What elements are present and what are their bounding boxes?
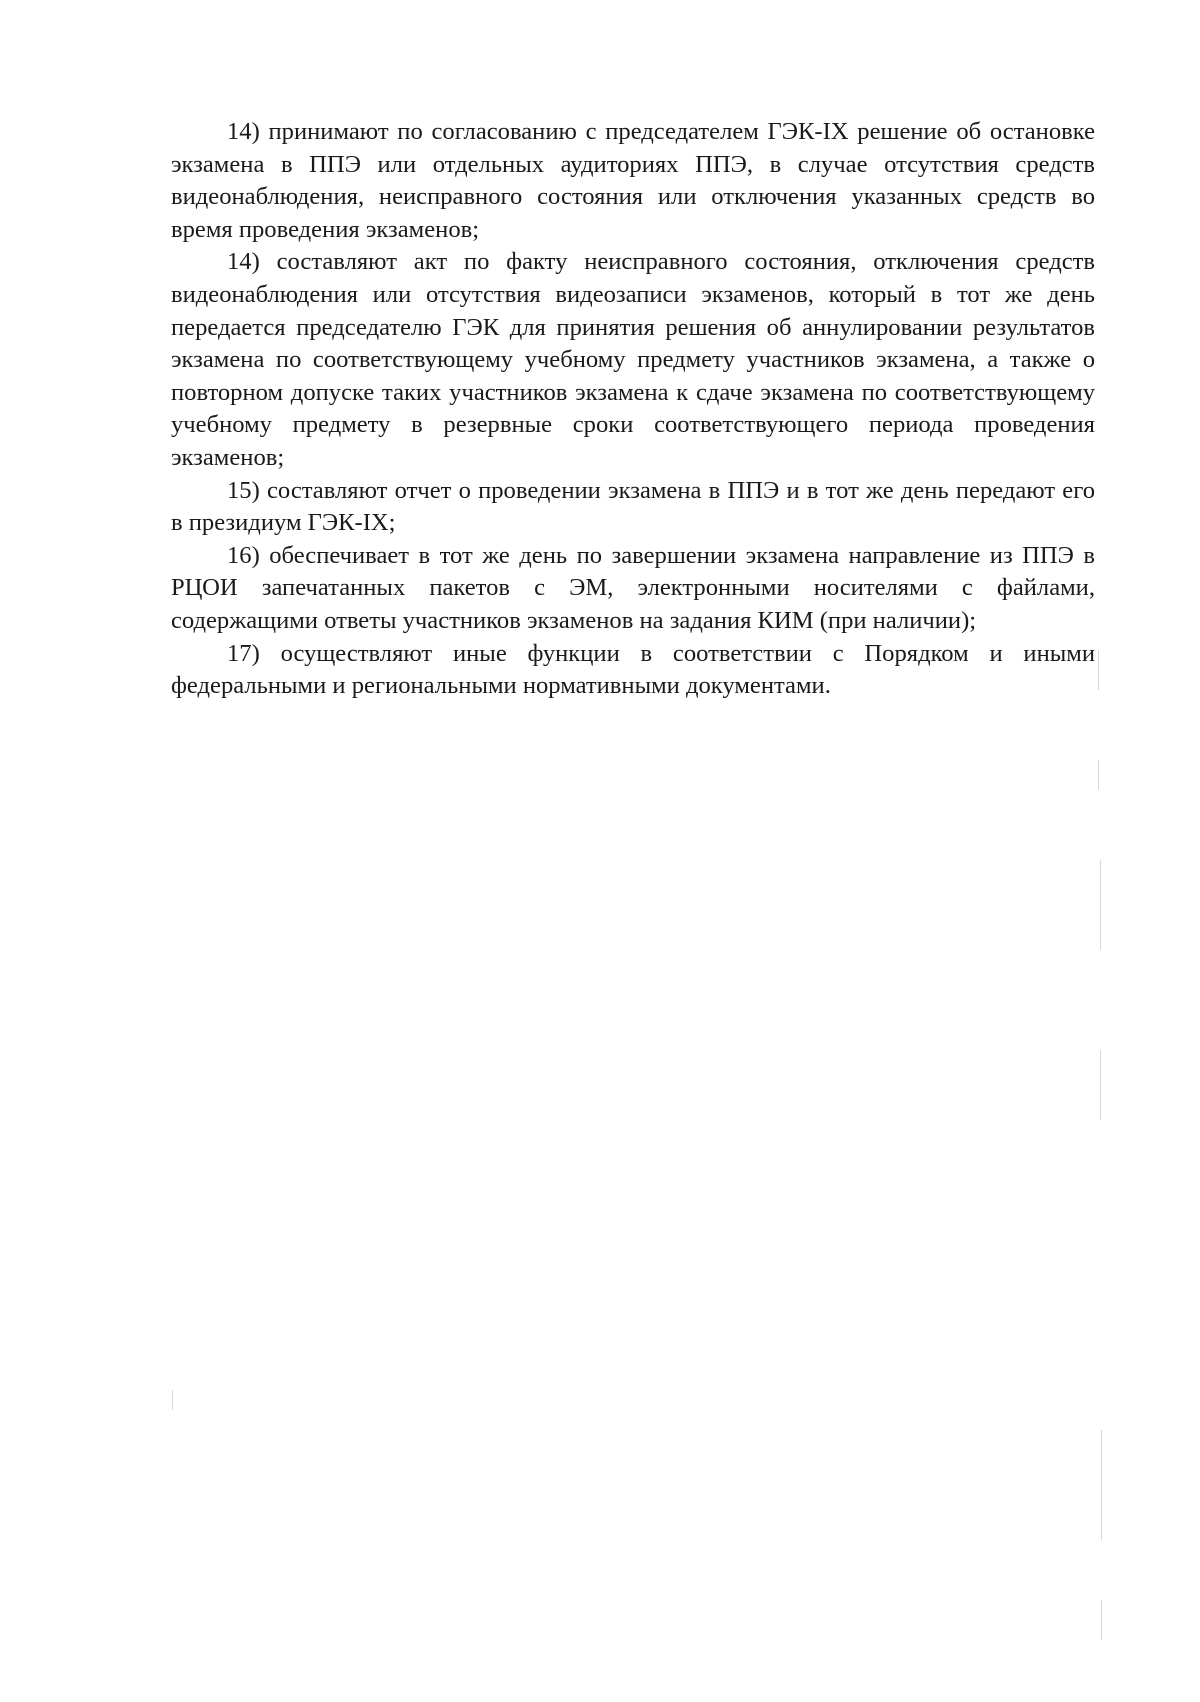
scan-artifact (1100, 1050, 1101, 1120)
paragraph-item-15: 15) составляют отчет о проведении экзамена в ППЭ и в тот же день передают его в президиум ГЭК-IX; (171, 476, 1095, 537)
paragraph-item-16: 16) обеспечивает в тот же день по завершении экзамена направление из ППЭ в РЦОИ запечатанных пакетов с ЭМ, электронными носителями с файлами, содержащими ответы участников экзаменов на задания КИМ (при наличии); (171, 541, 1095, 634)
document-body (171, 116, 1095, 703)
scan-artifact (172, 1390, 173, 1410)
scan-artifact (1098, 760, 1099, 790)
paragraph-item-17: 17) осуществляют иные функции в соответствии с Порядком и иными федеральными и региональными нормативными документами. (171, 639, 1095, 700)
scan-artifact (1098, 650, 1099, 690)
paragraph-item-14a: 14) принимают по согласованию с председателем ГЭК-IX решение об остановке экзамена в ППЭ или отдельных аудиториях ППЭ, в случае отсутствия средств видеонаблюдения, неисправного состояния или отключения указанных средств во время проведения экзаменов; (171, 118, 1095, 243)
scan-artifact (1100, 860, 1101, 950)
scan-artifact (1101, 1430, 1102, 1540)
paragraph-item-14b: 14) составляют акт по факту неисправного состояния, отключения средств видеонаблюдения или отсутствия видеозаписи экзаменов, который в тот же день передается председателю ГЭК для принятия решения об аннулировании результатов экзамена по соответствующему учебному предмету участников экзамена, а также о повторном допуске таких участников экзамена к сдаче экзамена по соответствующему учебному предмету в резервные сроки соответствующего периода проведения экзаменов; (171, 248, 1095, 471)
scan-artifact (1101, 1600, 1102, 1640)
